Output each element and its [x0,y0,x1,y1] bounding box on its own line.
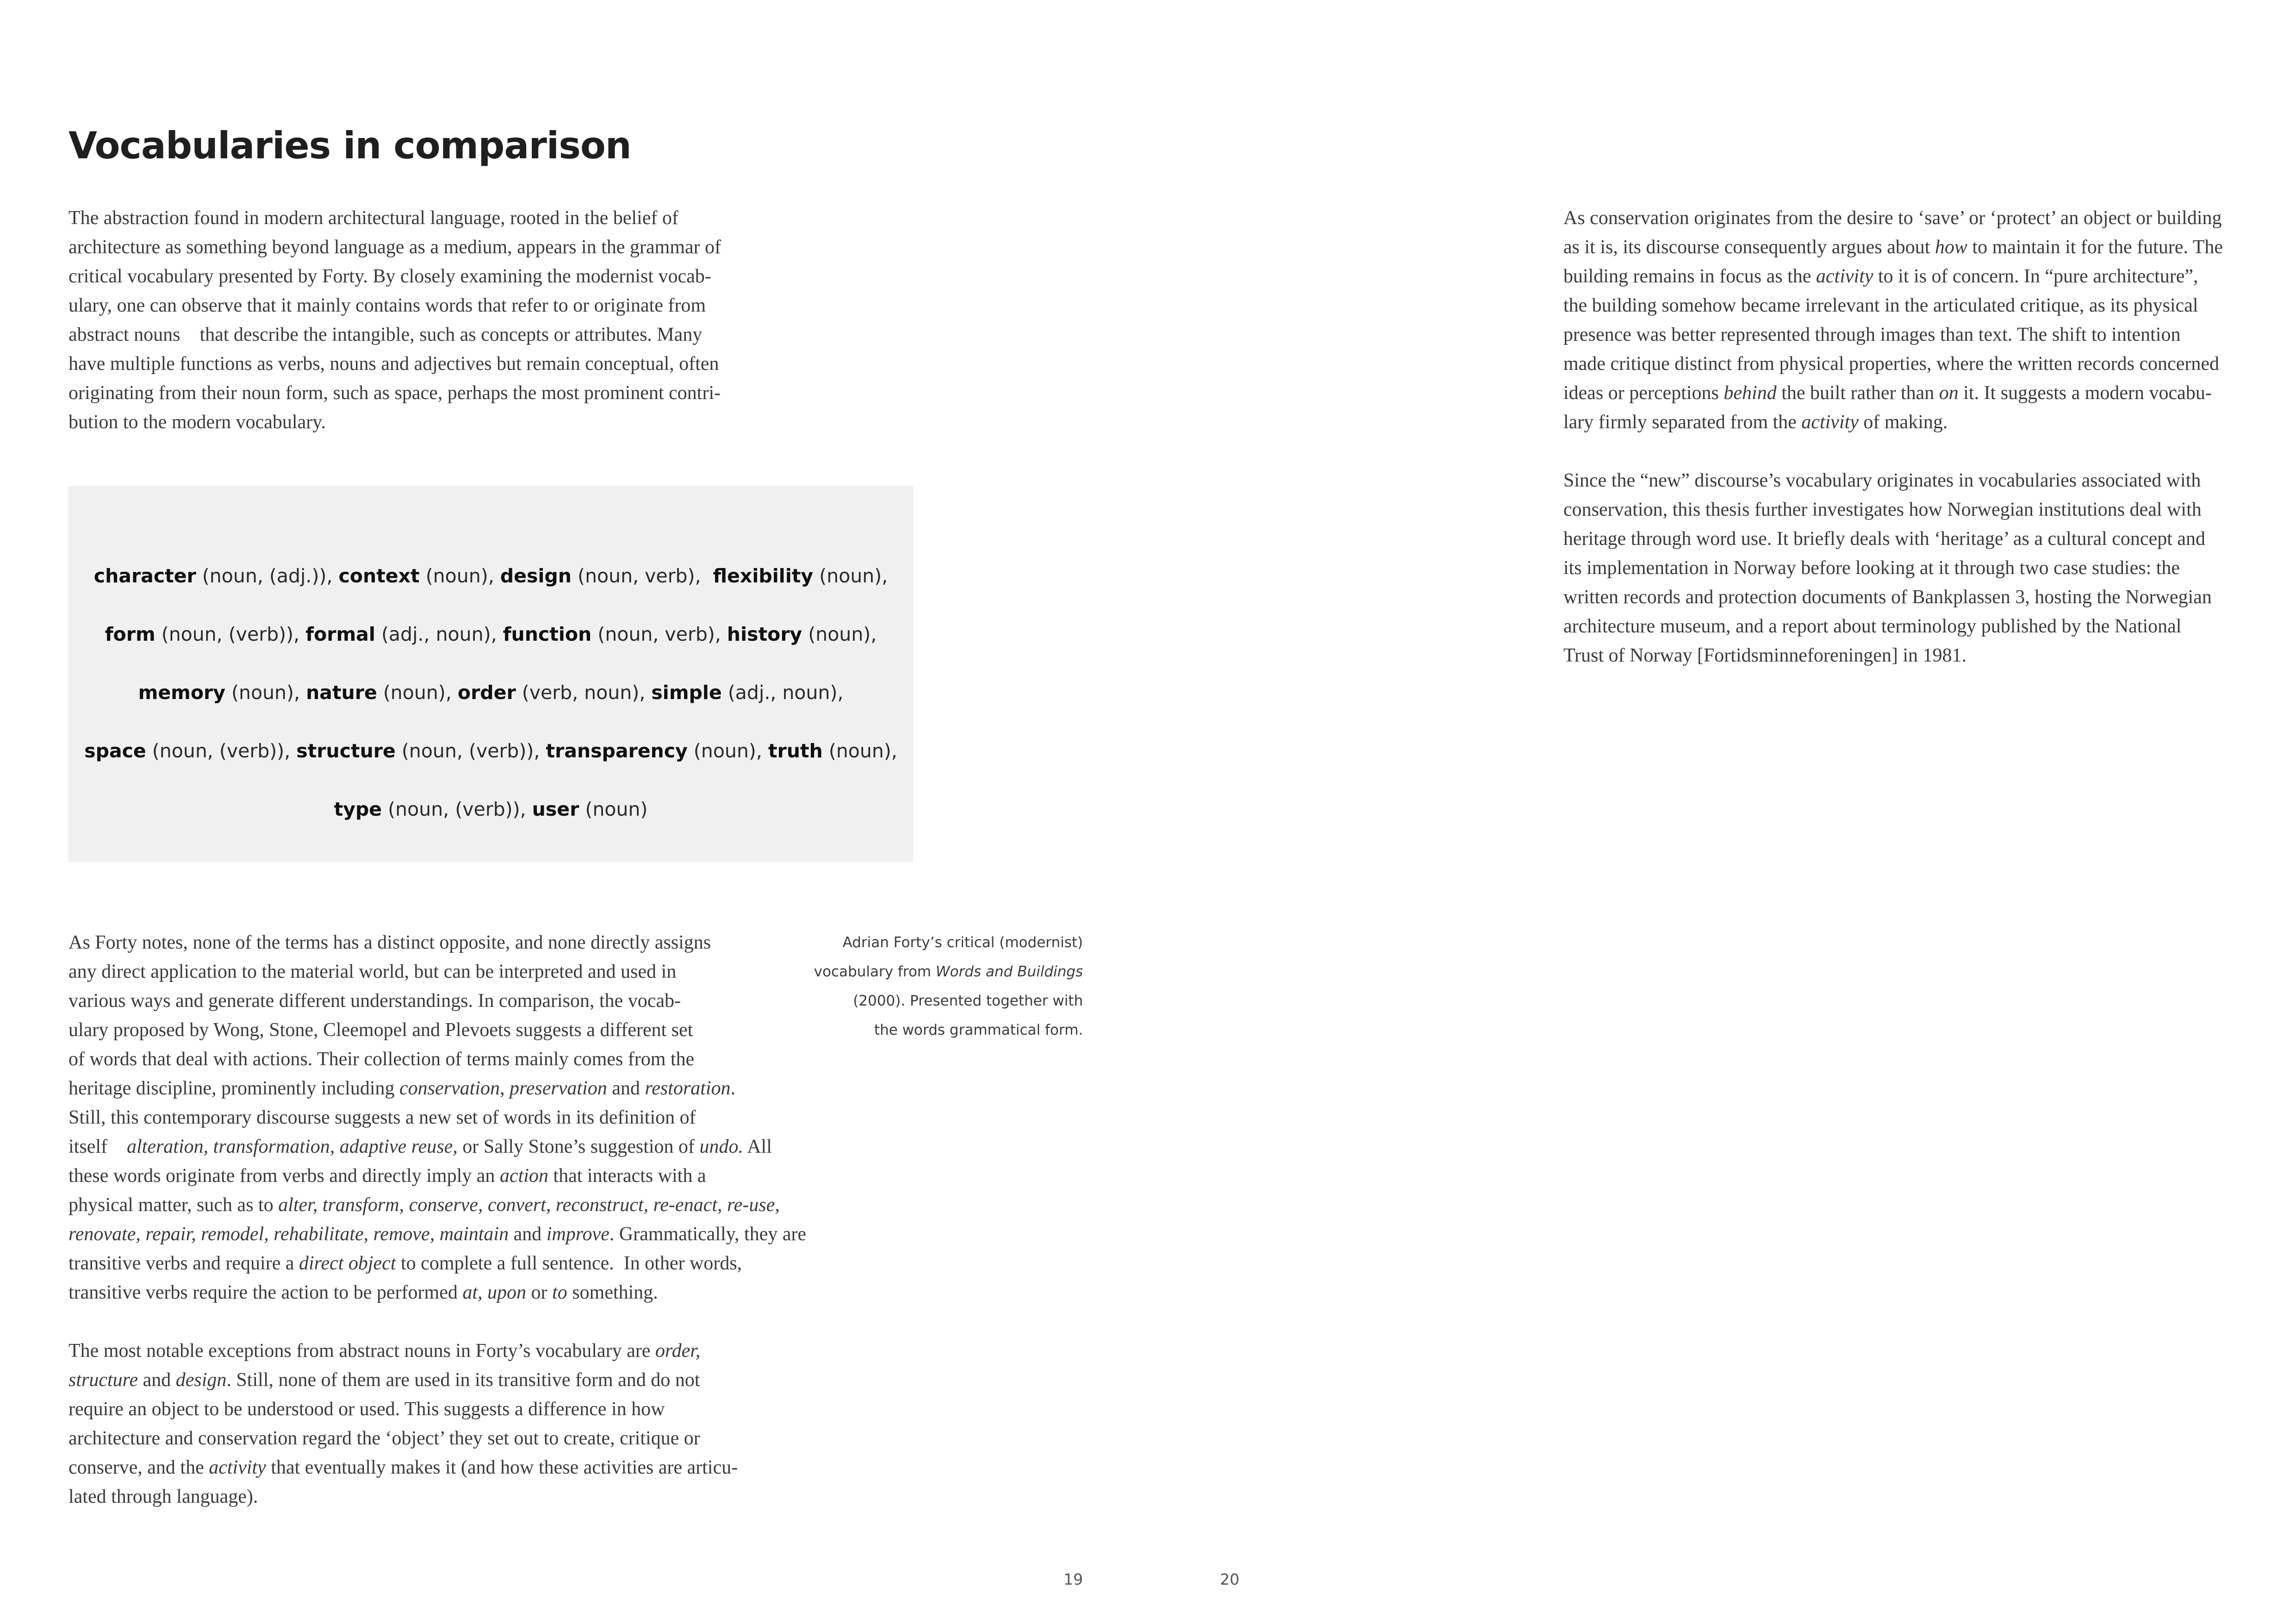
emphasis: behind [1724,382,1777,404]
text-line: bution to the modern vocabulary. [68,412,326,433]
text-run: or Sally Stone’s suggestion of [457,1136,700,1157]
text-run: . Grammatically, they are [609,1224,807,1245]
text-run: transitive verbs require the action to be performed [68,1282,463,1303]
vocab-form: (noun, verb), [591,623,727,645]
vocab-term: memory [138,681,225,704]
text-line: the building somehow became irrelevant in the articulated critique, as its physical [1563,295,2198,316]
text-run: building remains in focus as the [1563,266,1816,287]
emphasis: activity [209,1457,266,1478]
text-run: it. It suggests a modern vocabu- [1958,382,2212,404]
text-run: to complete a full sentence. In other words, [396,1253,742,1274]
text-line [68,1191,818,1220]
vocab-form: (noun, (adj.)), [196,565,339,587]
text-line: ulary, one can observe that it mainly contains words that refer to or originate from [68,295,706,316]
text-line: architecture museum, and a report about terminology published by the National [1563,616,2182,637]
vocabulary-line [68,740,913,762]
vocab-form: (noun, (verb)), [382,798,532,820]
vocab-form: (noun), [687,740,768,762]
text-run: of making. [1858,412,1948,433]
vocab-form: (noun), [225,681,306,704]
text-line: As Forty notes, none of the terms has a distinct opposite, and none directly assigns [68,932,711,953]
text-line [68,1278,818,1307]
vocab-form: (noun), [377,681,458,704]
text-run: something. [567,1282,658,1303]
text-line: ulary proposed by Wong, Stone, Cleemopel and Plevoets suggests a different set [68,1019,693,1041]
text-run: as it is, its discourse consequently argues about [1563,237,1935,258]
vocab-form: (noun), [813,565,888,587]
emphasis: how [1935,237,1967,258]
text-line: abstract nouns that describe the intangible, such as concepts or attributes. Many [68,324,703,345]
text-run: ideas or perceptions [1563,382,1724,404]
vocab-term: order [457,681,516,704]
emphasis: structure [68,1369,138,1391]
vocab-term: structure [296,740,396,762]
text-run: to it is of concern. In “pure architecture”, [1873,266,2198,287]
closing-paragraph [68,1337,818,1512]
vocab-term: truth [768,740,823,762]
emphasis: preservation [509,1078,607,1099]
vocab-form: (noun), [802,623,877,645]
emphasis: improve [546,1224,610,1245]
vocab-term: user [532,798,579,820]
text-run: The most notable exceptions from abstract nouns in Forty’s vocabulary are [68,1340,655,1362]
text-run: these words originate from verbs and directly imply an [68,1165,500,1187]
vocab-term: type [334,798,382,820]
emphasis: undo. [699,1136,743,1157]
text-run: and [607,1078,645,1099]
emphasis: action [499,1165,548,1187]
vocab-term: flexibility [713,565,814,587]
text-line: have multiple functions as verbs, nouns and adjectives but remain conceptual, often [68,353,719,375]
text-line: heritage through word use. It briefly deals with ‘heritage’ as a cultural concept and [1563,528,2206,550]
text-run: that interacts with a [548,1165,706,1187]
vocab-term: transparency [546,740,688,762]
text-run: All [743,1136,772,1157]
vocabulary-box [68,486,913,862]
caption-line: (2000). Presented together with [853,993,1083,1009]
emphasis: at, upon [462,1282,527,1303]
text-run: , [499,1078,510,1099]
caption-line: the words grammatical form. [874,1022,1083,1038]
text-line: presence was better represented through images than text. The shift to intention [1563,324,2181,345]
text-line: Since the “new” discourse’s vocabulary originates in vocabularies associated with [1563,470,2201,491]
text-line: written records and protection documents of Bankplassen 3, hosting the Norwegian [1563,587,2212,608]
page-number-left: 19 [1064,1570,1083,1588]
text-line: of words that deal with actions. Their collection of terms mainly comes from the [68,1049,695,1070]
text-run: itself [68,1136,127,1157]
text-line: Trust of Norway [Fortidsminneforeningen] in 1981. [1563,645,1967,666]
vocab-term: context [338,565,420,587]
emphasis: restoration [645,1078,731,1099]
text-line [68,1249,818,1278]
page-title: Vocabularies in comparison [68,124,631,167]
text-line: various ways and generate different understandings. In comparison, the vocab- [68,990,681,1012]
text-line: As conservation originates from the desire to ‘save’ or ‘protect’ an object or building [1563,207,2222,229]
text-line: lated through language). [68,1486,258,1507]
emphasis: order, [655,1340,701,1362]
right-paragraph-2 [1563,466,2244,670]
text-line [1563,379,2244,408]
text-line [68,1074,818,1103]
text-run: conserve, and the [68,1457,209,1478]
vocab-term: formal [305,623,375,645]
vocabulary-line [68,623,913,645]
figure-caption [685,928,1083,1045]
text-line: any direct application to the material world, but can be interpreted and used in [68,961,677,982]
text-line: made critique distinct from physical properties, where the written records concerned [1563,353,2219,375]
text-line: Still, this contemporary discourse suggests a new set of words in its definition of [68,1107,696,1128]
vocab-form: (adj., noun), [722,681,844,704]
emphasis: alteration, transformation, adaptive reuse, [126,1136,458,1157]
page-number-right: 20 [1220,1570,1239,1588]
text-line: architecture and conservation regard the ‘object’ they set out to create, critique or [68,1428,700,1449]
emphasis: activity [1816,266,1873,287]
vocab-term: character [93,565,196,587]
vocab-term: nature [306,681,377,704]
vocab-term: form [105,623,156,645]
text-line: The abstraction found in modern architectural language, rooted in the belief of [68,207,678,229]
text-run: transitive verbs and require a [68,1253,299,1274]
vocab-form: (noun, (verb)), [395,740,546,762]
vocab-form: (noun, (verb)), [146,740,297,762]
emphasis: on [1939,382,1959,404]
text-line: conservation, this thesis further investigates how Norwegian institutions deal with [1563,499,2202,520]
vocab-form: (adj., noun), [375,623,503,645]
vocabulary-line [68,798,913,820]
book-title: Words and Buildings [935,963,1083,980]
text-line: require an object to be understood or used. This suggests a difference in how [68,1399,665,1420]
vocab-form: (noun, (verb)), [155,623,306,645]
vocab-term: design [500,565,572,587]
text-line [1563,262,2244,291]
text-run: or [526,1282,553,1303]
text-run: the built rather than [1776,382,1939,404]
text-line: its implementation in Norway before looking at it through two case studies: the [1563,557,2180,579]
text-line [68,1220,818,1249]
text-run: physical matter, such as to [68,1194,279,1216]
text-run: to maintain it for the future. The [1967,237,2223,258]
emphasis: activity [1801,412,1859,433]
emphasis: design [175,1369,227,1391]
vocab-form: (noun, verb), [571,565,713,587]
caption-line: Adrian Forty’s critical (modernist) [842,934,1083,951]
text-line: originating from their noun form, such as space, perhaps the most prominent contri- [68,382,721,404]
emphasis: renovate, repair, remodel, rehabilitate, remove, maintain [68,1224,509,1245]
text-line: critical vocabulary presented by Forty. By closely examining the modernist vocab- [68,266,711,287]
vocab-term: simple [651,681,722,704]
text-line [68,1162,818,1191]
vocab-term: history [727,623,803,645]
text-run: . Still, none of them are used in its transitive form and do not [226,1369,700,1391]
vocab-term: space [84,740,146,762]
vocab-form: (noun), [822,740,897,762]
emphasis: direct object [299,1253,396,1274]
text-run: lary firmly separated from the [1563,412,1802,433]
text-line [68,1366,818,1395]
text-line: architecture as something beyond language as a medium, appears in the grammar of [68,237,721,258]
text-line [68,1337,818,1366]
emphasis: to [552,1282,567,1303]
vocabulary-line [68,681,913,704]
text-run: vocabulary from [814,963,936,980]
vocab-term: function [503,623,592,645]
emphasis: conservation [399,1078,500,1099]
text-run: and [509,1224,547,1245]
vocab-form: (verb, noun), [516,681,652,704]
text-run: that eventually makes it (and how these activities are articu- [266,1457,738,1478]
vocabulary-line [68,565,913,587]
vocab-form: (noun) [579,798,648,820]
right-paragraph-1 [1563,204,2244,437]
emphasis: alter, transform, conserve, convert, reconstruct, re-enact, re-use, [278,1194,780,1216]
text-line [1563,233,2244,262]
text-line [68,1453,818,1482]
text-line [1563,408,2244,437]
text-run: . [730,1078,735,1099]
vocab-form: (noun), [419,565,500,587]
text-run: and [138,1369,176,1391]
text-line [68,1132,818,1162]
caption-line [685,957,1083,987]
intro-paragraph [68,204,818,437]
text-run: heritage discipline, prominently including [68,1078,400,1099]
